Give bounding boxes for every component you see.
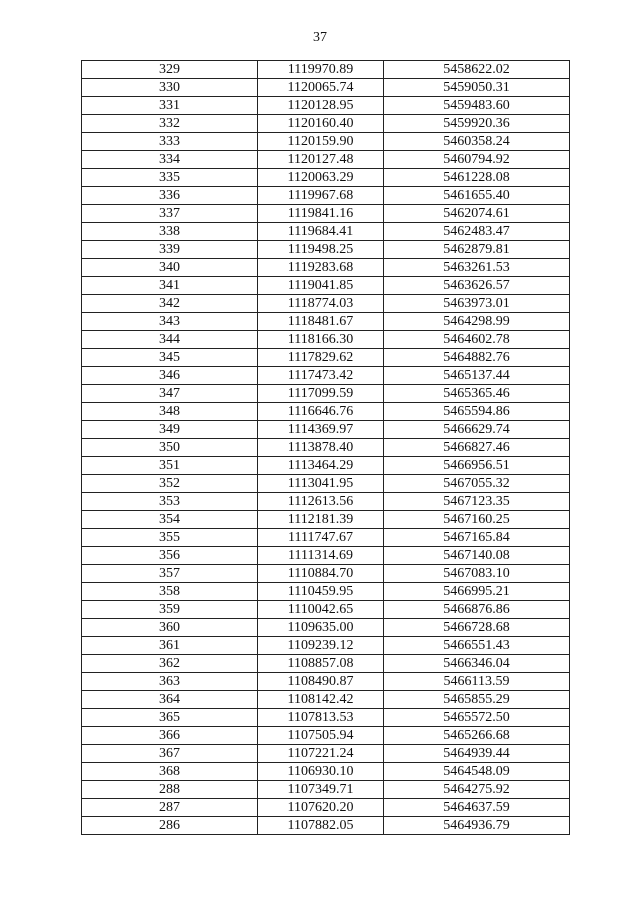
x-coordinate-cell: 1119041.85: [258, 277, 384, 295]
table-row: [82, 223, 570, 241]
point-number-cell: 343: [82, 313, 258, 331]
y-coordinate-cell: 5467083.10: [384, 565, 570, 583]
point-number-cell: 334: [82, 151, 258, 169]
coordinates-table-body: [82, 61, 570, 835]
table-row: [82, 817, 570, 835]
x-coordinate-cell: 1113464.29: [258, 457, 384, 475]
table-row: [82, 403, 570, 421]
point-number-cell: 346: [82, 367, 258, 385]
point-number-cell: 351: [82, 457, 258, 475]
point-number-cell: 337: [82, 205, 258, 223]
x-coordinate-cell: 1110459.95: [258, 583, 384, 601]
y-coordinate-cell: 5466113.59: [384, 673, 570, 691]
table-row: [82, 313, 570, 331]
table-row: [82, 151, 570, 169]
y-coordinate-cell: 5458622.02: [384, 61, 570, 79]
table-row: [82, 295, 570, 313]
point-number-cell: 329: [82, 61, 258, 79]
y-coordinate-cell: 5460794.92: [384, 151, 570, 169]
x-coordinate-cell: 1119967.68: [258, 187, 384, 205]
y-coordinate-cell: 5464637.59: [384, 799, 570, 817]
y-coordinate-cell: 5461655.40: [384, 187, 570, 205]
x-coordinate-cell: 1120159.90: [258, 133, 384, 151]
x-coordinate-cell: 1113041.95: [258, 475, 384, 493]
table-row: [82, 475, 570, 493]
point-number-cell: 358: [82, 583, 258, 601]
point-number-cell: 362: [82, 655, 258, 673]
y-coordinate-cell: 5467140.08: [384, 547, 570, 565]
point-number-cell: 331: [82, 97, 258, 115]
point-number-cell: 340: [82, 259, 258, 277]
y-coordinate-cell: 5459920.36: [384, 115, 570, 133]
x-coordinate-cell: 1111747.67: [258, 529, 384, 547]
y-coordinate-cell: 5462879.81: [384, 241, 570, 259]
x-coordinate-cell: 1106930.10: [258, 763, 384, 781]
point-number-cell: 342: [82, 295, 258, 313]
table-row: [82, 259, 570, 277]
table-row: [82, 781, 570, 799]
y-coordinate-cell: 5466728.68: [384, 619, 570, 637]
table-row: [82, 763, 570, 781]
x-coordinate-cell: 1112181.39: [258, 511, 384, 529]
x-coordinate-cell: 1119970.89: [258, 61, 384, 79]
point-number-cell: 352: [82, 475, 258, 493]
table-row: [82, 115, 570, 133]
table-row: [82, 655, 570, 673]
point-number-cell: 336: [82, 187, 258, 205]
y-coordinate-cell: 5467055.32: [384, 475, 570, 493]
point-number-cell: 333: [82, 133, 258, 151]
point-number-cell: 349: [82, 421, 258, 439]
y-coordinate-cell: 5465266.68: [384, 727, 570, 745]
table-row: [82, 637, 570, 655]
x-coordinate-cell: 1108490.87: [258, 673, 384, 691]
point-number-cell: 359: [82, 601, 258, 619]
point-number-cell: 361: [82, 637, 258, 655]
x-coordinate-cell: 1120063.29: [258, 169, 384, 187]
table-row: [82, 691, 570, 709]
x-coordinate-cell: 1118481.67: [258, 313, 384, 331]
table-row: [82, 727, 570, 745]
table-row: [82, 277, 570, 295]
x-coordinate-cell: 1120127.48: [258, 151, 384, 169]
point-number-cell: 330: [82, 79, 258, 97]
x-coordinate-cell: 1120160.40: [258, 115, 384, 133]
y-coordinate-cell: 5460358.24: [384, 133, 570, 151]
table-row: [82, 709, 570, 727]
x-coordinate-cell: 1120065.74: [258, 79, 384, 97]
table-row: [82, 673, 570, 691]
y-coordinate-cell: 5459050.31: [384, 79, 570, 97]
point-number-cell: 356: [82, 547, 258, 565]
table-row: [82, 187, 570, 205]
y-coordinate-cell: 5462483.47: [384, 223, 570, 241]
point-number-cell: 350: [82, 439, 258, 457]
point-number-cell: 357: [82, 565, 258, 583]
y-coordinate-cell: 5467123.35: [384, 493, 570, 511]
x-coordinate-cell: 1107505.94: [258, 727, 384, 745]
point-number-cell: 287: [82, 799, 258, 817]
point-number-cell: 332: [82, 115, 258, 133]
point-number-cell: 366: [82, 727, 258, 745]
table-row: [82, 511, 570, 529]
x-coordinate-cell: 1112613.56: [258, 493, 384, 511]
x-coordinate-cell: 1110042.65: [258, 601, 384, 619]
x-coordinate-cell: 1107813.53: [258, 709, 384, 727]
point-number-cell: 341: [82, 277, 258, 295]
x-coordinate-cell: 1116646.76: [258, 403, 384, 421]
point-number-cell: 288: [82, 781, 258, 799]
x-coordinate-cell: 1118774.03: [258, 295, 384, 313]
point-number-cell: 353: [82, 493, 258, 511]
coordinates-table: [81, 60, 570, 835]
y-coordinate-cell: 5464548.09: [384, 763, 570, 781]
x-coordinate-cell: 1113878.40: [258, 439, 384, 457]
table-row: [82, 745, 570, 763]
y-coordinate-cell: 5464298.99: [384, 313, 570, 331]
y-coordinate-cell: 5466827.46: [384, 439, 570, 457]
x-coordinate-cell: 1119498.25: [258, 241, 384, 259]
table-row: [82, 97, 570, 115]
x-coordinate-cell: 1119841.16: [258, 205, 384, 223]
page-number: 37: [313, 30, 327, 45]
x-coordinate-cell: 1107349.71: [258, 781, 384, 799]
y-coordinate-cell: 5464882.76: [384, 349, 570, 367]
x-coordinate-cell: 1108857.08: [258, 655, 384, 673]
table-row: [82, 421, 570, 439]
point-number-cell: 367: [82, 745, 258, 763]
x-coordinate-cell: 1109635.00: [258, 619, 384, 637]
y-coordinate-cell: 5464939.44: [384, 745, 570, 763]
table-row: [82, 241, 570, 259]
y-coordinate-cell: 5463261.53: [384, 259, 570, 277]
x-coordinate-cell: 1118166.30: [258, 331, 384, 349]
point-number-cell: 335: [82, 169, 258, 187]
x-coordinate-cell: 1111314.69: [258, 547, 384, 565]
table-row: [82, 133, 570, 151]
y-coordinate-cell: 5464602.78: [384, 331, 570, 349]
point-number-cell: 368: [82, 763, 258, 781]
point-number-cell: 363: [82, 673, 258, 691]
point-number-cell: 338: [82, 223, 258, 241]
x-coordinate-cell: 1120128.95: [258, 97, 384, 115]
y-coordinate-cell: 5465137.44: [384, 367, 570, 385]
x-coordinate-cell: 1119283.68: [258, 259, 384, 277]
y-coordinate-cell: 5464936.79: [384, 817, 570, 835]
x-coordinate-cell: 1108142.42: [258, 691, 384, 709]
table-row: [82, 349, 570, 367]
y-coordinate-cell: 5461228.08: [384, 169, 570, 187]
table-row: [82, 529, 570, 547]
y-coordinate-cell: 5464275.92: [384, 781, 570, 799]
y-coordinate-cell: 5466956.51: [384, 457, 570, 475]
x-coordinate-cell: 1110884.70: [258, 565, 384, 583]
y-coordinate-cell: 5465365.46: [384, 385, 570, 403]
point-number-cell: 286: [82, 817, 258, 835]
x-coordinate-cell: 1107882.05: [258, 817, 384, 835]
y-coordinate-cell: 5463626.57: [384, 277, 570, 295]
point-number-cell: 345: [82, 349, 258, 367]
table-row: [82, 457, 570, 475]
table-row: [82, 547, 570, 565]
table-row: [82, 367, 570, 385]
table-row: [82, 169, 570, 187]
table-row: [82, 583, 570, 601]
x-coordinate-cell: 1114369.97: [258, 421, 384, 439]
x-coordinate-cell: 1117473.42: [258, 367, 384, 385]
y-coordinate-cell: 5465855.29: [384, 691, 570, 709]
table-row: [82, 799, 570, 817]
x-coordinate-cell: 1109239.12: [258, 637, 384, 655]
table-row: [82, 601, 570, 619]
x-coordinate-cell: 1107221.24: [258, 745, 384, 763]
y-coordinate-cell: 5466876.86: [384, 601, 570, 619]
y-coordinate-cell: 5465572.50: [384, 709, 570, 727]
point-number-cell: 365: [82, 709, 258, 727]
x-coordinate-cell: 1119684.41: [258, 223, 384, 241]
table-row: [82, 619, 570, 637]
table-row: [82, 205, 570, 223]
point-number-cell: 339: [82, 241, 258, 259]
table-row: [82, 385, 570, 403]
table-row: [82, 61, 570, 79]
y-coordinate-cell: 5463973.01: [384, 295, 570, 313]
point-number-cell: 344: [82, 331, 258, 349]
y-coordinate-cell: 5467165.84: [384, 529, 570, 547]
y-coordinate-cell: 5467160.25: [384, 511, 570, 529]
y-coordinate-cell: 5466551.43: [384, 637, 570, 655]
point-number-cell: 364: [82, 691, 258, 709]
point-number-cell: 354: [82, 511, 258, 529]
x-coordinate-cell: 1107620.20: [258, 799, 384, 817]
y-coordinate-cell: 5465594.86: [384, 403, 570, 421]
point-number-cell: 348: [82, 403, 258, 421]
point-number-cell: 347: [82, 385, 258, 403]
y-coordinate-cell: 5462074.61: [384, 205, 570, 223]
table-row: [82, 331, 570, 349]
y-coordinate-cell: 5466346.04: [384, 655, 570, 673]
y-coordinate-cell: 5466995.21: [384, 583, 570, 601]
x-coordinate-cell: 1117099.59: [258, 385, 384, 403]
y-coordinate-cell: 5459483.60: [384, 97, 570, 115]
table-row: [82, 493, 570, 511]
table-row: [82, 439, 570, 457]
point-number-cell: 360: [82, 619, 258, 637]
table-row: [82, 79, 570, 97]
table-row: [82, 565, 570, 583]
x-coordinate-cell: 1117829.62: [258, 349, 384, 367]
point-number-cell: 355: [82, 529, 258, 547]
y-coordinate-cell: 5466629.74: [384, 421, 570, 439]
